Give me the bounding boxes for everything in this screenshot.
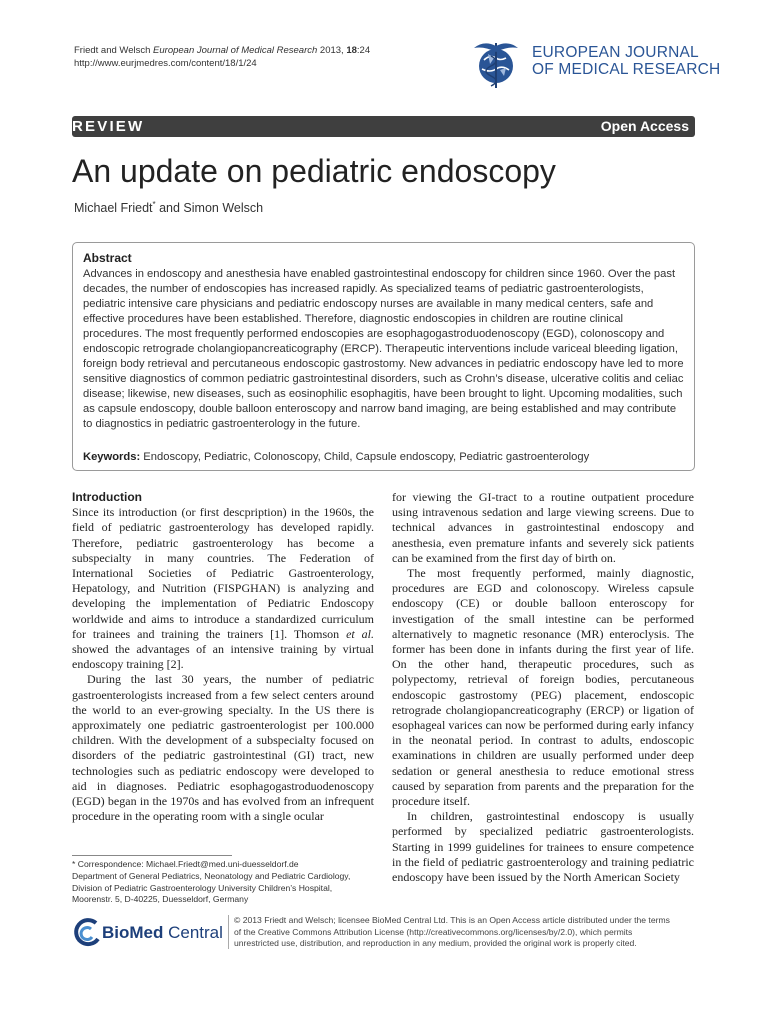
correspondence-email[interactable]: * Correspondence: Michael.Friedt@med.uni-duesseldorf.de bbox=[72, 859, 299, 869]
footer-divider bbox=[228, 915, 229, 949]
globe-caduceus-icon bbox=[470, 40, 528, 90]
corresponding-author-mark: * bbox=[152, 200, 156, 209]
open-access-badge: Open Access bbox=[600, 118, 689, 134]
abstract-box bbox=[72, 242, 695, 471]
journal-logo bbox=[470, 40, 721, 90]
article-title: An update on pediatric endoscopy bbox=[72, 153, 556, 189]
volume: 18 bbox=[346, 45, 357, 56]
abstract-text: Advances in endoscopy and anesthesia have enabled gastrointestinal endoscopy for children since 1960. Over the past decades, the number of endoscopies has increased rapidly. As specialized teams of pediatric gastroenterologists, pediatric intensive care physicians and pediatric endoscopy nurses are available in many medical centers, safe and effective procedures have been established. Therefore, diagnostic endoscopies in children are routine clinical procedures. The most frequently performed endoscopies are esophagogastroduodenoscopy (EGD), colonoscopy and endoscopic retrograde cholangiopancreaticography (ERCP). Therapeutic interventions include variceal bleeding ligation, foreign body retrieval and percutaneous endoscopic gastrostomy. New advances in pediatric endoscopy have led to more sensitive diagnostics of common pediatric gastrointestinal disorders, such as Crohn’s disease, ulcerative colitis and celiac disease; likewise, new diseases, such as eosinophilic esophagitis, have been brought to light. Upcoming modalities, such as capsule endoscopy, double balloon enteroscopy and narrow band imaging, are being established and may contribute to diagnostics in pediatric gastroenterology in the future. bbox=[83, 268, 684, 430]
citation-line: Friedt and Welsch European Journal of Medical Research 2013, 18:24 bbox=[74, 45, 371, 56]
paragraph-4: The most frequently performed, mainly diagnostic, procedures are EGD and colonoscopy. Wireless capsule endoscopy (CE) or double balloon enteroscopy for investigation of the small intestine can be performed alternatively to magnetic resonance (MR) enteroclysis. The former has been done in infants during the first year of life. On the other hand, therapeutic procedures, such as polypectomy, retrieval of foreign bodies, percutaneous endoscopic gastrostomy (PEG) placement, endoscopic retrograde cholangiopancreaticography (ERCP) or ligation of esophageal varices can now be performed during early infancy in the neonatal period. In contrast to adults, endoscopic examinations in children are usually performed under deep sedation or general anesthesia to reduce emotional stress caused by separation from parents and the preparation for the procedure itself. bbox=[392, 566, 694, 809]
authors: Michael Friedt* and Simon Welsch bbox=[74, 200, 264, 216]
keywords: Keywords: Endoscopy, Pediatric, Colonoscopy, Child, Capsule endoscopy, Pediatric gastroenterology bbox=[83, 451, 590, 463]
biomed-central-logo: BioMed Central bbox=[72, 917, 222, 949]
abstract-heading: Abstract bbox=[83, 251, 132, 265]
journal-logo-text: EUROPEAN JOURNAL OF MEDICAL RESEARCH bbox=[532, 44, 721, 78]
body-column-left bbox=[72, 490, 374, 824]
copyright-notice: © 2013 Friedt and Welsch; licensee BioMed Central Ltd. This is an Open Access article distributed under the terms of the Creative Commons Attribution License (http://creativecommons.org/licenses/by/2.0), which permits unrestricted use, distribution, and reproduction in any medium, provided the original work is properly cited. bbox=[234, 915, 670, 948]
article-type: REVIEW bbox=[72, 118, 145, 135]
biomed-swirl-icon bbox=[72, 917, 102, 949]
citation bbox=[74, 44, 370, 70]
journal-name: European Journal of Medical Research bbox=[153, 45, 318, 56]
footnote-divider bbox=[72, 855, 232, 856]
paragraph-3: for viewing the GI-tract to a routine outpatient procedure using intravenous sedation and large viewing screens. Due to technical advances in gastrointestinal endoscopy and anesthesia, even premature infants and severely sick patients can be examined from the first day of birth on. bbox=[392, 490, 694, 565]
footnote: * Correspondence: Michael.Friedt@med.uni-duesseldorf.de Department of General Pediatrics, Neonatology and Pediatric Cardiology, Division of Pediatric Gastroenterology University Children’s Hospital, Moorenstr. 5, D-40225, Duesseldorf, Germany bbox=[72, 859, 377, 906]
paragraph-1: Since its introduction (or first descpription) in the 1960s, the field of pediatric gastroenterology has developed rapidly. Therefore, pediatric gastroenterology has become a subspecialty in many countries. The Federation of International Societies of Pediatric Gastroenterology, Hepatology, and Nutrition (FISPGHAN) is analyzing and developing the implementation of Pediatric Endoscopy worldwide and aims to introduce a standardized curriculum for trainees and training the trainers [1]. Thomson et al. showed the advantages of an intensive training by virtual endoscopy training [2]. bbox=[72, 505, 374, 672]
body-column-right bbox=[392, 490, 694, 885]
article-url[interactable]: http://www.eurjmedres.com/content/18/1/24 bbox=[74, 58, 257, 69]
paragraph-2: During the last 30 years, the number of pediatric gastroenterologists increased from a few select centers around the world to an ever-growing specialty. In the US there is approximately one pediatric gastroenterologist per 100.000 children. With the development of a subspecialty focused on disorders of the pediatric gastrointestinal (GI) tract, new technologies such as pediatric endoscopy were developed to aid in diagnoses. Pediatric esophagogastroduodenoscopy (EGD) began in the 1970s and has evolved from an infrequent procedure in the operating room with a single ocular bbox=[72, 672, 374, 824]
section-heading-introduction: Introduction bbox=[72, 490, 142, 504]
article-type-banner bbox=[72, 116, 695, 137]
paragraph-5: In children, gastrointestinal endoscopy is usually performed by specialized pediatric gastroenterologists. Starting in 1999 guidelines for trainees to ensure competence in the field of pediatric gastroenterology and training pediatric endoscopy have been issued by the North American Society bbox=[392, 809, 694, 885]
